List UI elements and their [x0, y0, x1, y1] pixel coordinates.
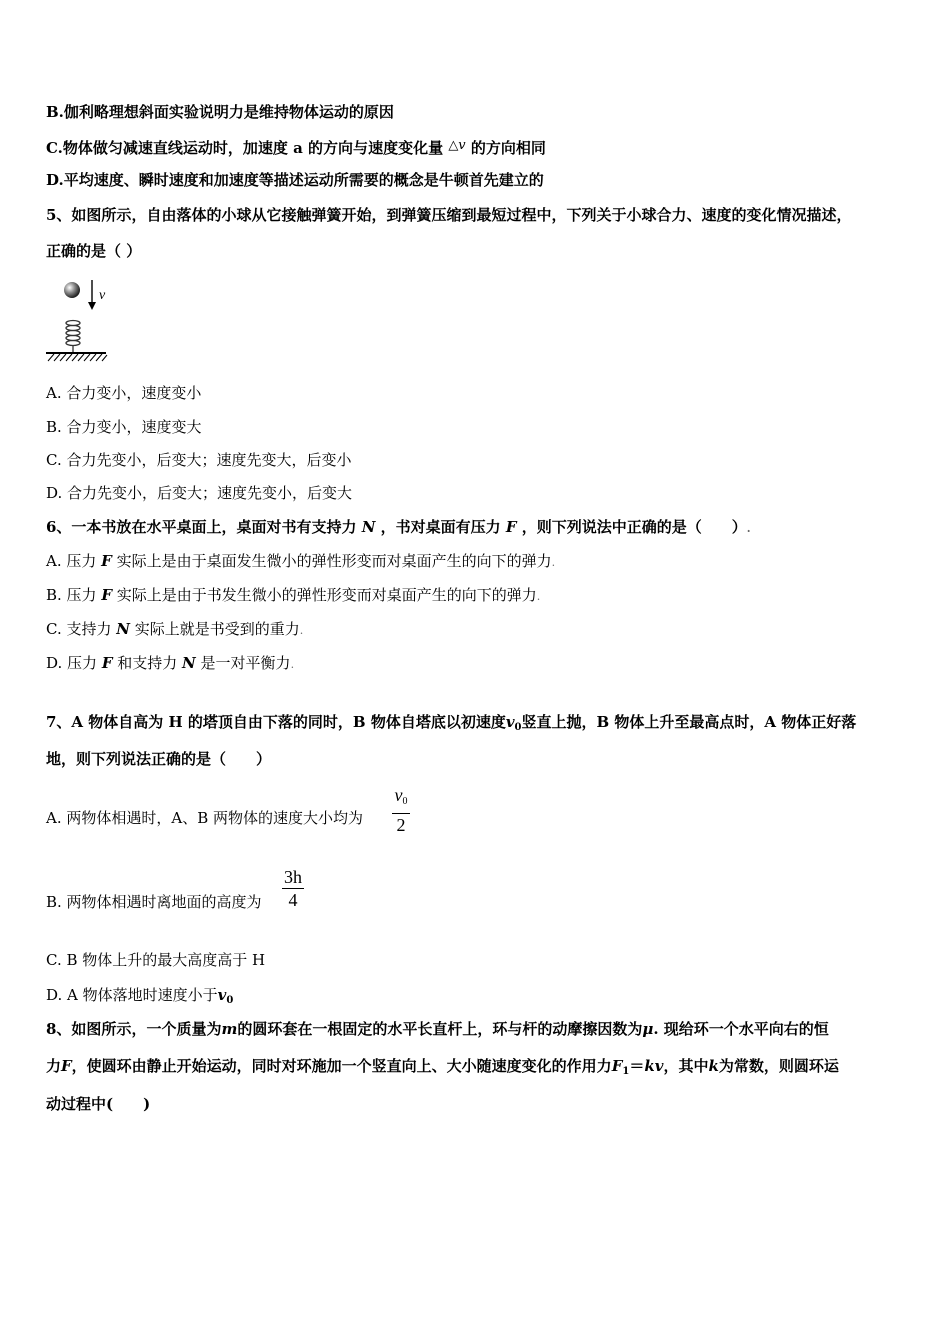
q6-option-a-text: 实际上是由于桌面发生微小的弹性形变而对桌面产生的向下的弹力 [116, 552, 552, 570]
fraction-v0-over-2 [392, 784, 410, 836]
q6-option-b-prefix: B. 压力 [46, 586, 97, 604]
fraction-numerator: 3h [284, 867, 302, 887]
q5-option-a: A. 合力变小，速度变小 [46, 384, 202, 402]
q4-option-c [46, 136, 546, 158]
symbol-f1: F [611, 1057, 623, 1075]
q6-stem-part3: ，则下列说法中正确的是（ ） [521, 518, 747, 536]
symbol-f: F [101, 654, 113, 672]
symbol-m: m [221, 1020, 238, 1038]
q6-option-b-text: 实际上是由于书发生微小的弹性形变而对桌面产生的向下的弹力 [116, 586, 537, 604]
symbol-kv: kv [644, 1057, 664, 1075]
symbol-n: N [116, 620, 130, 638]
delta-v-symbol: △v [448, 138, 466, 153]
fraction-3h-over-4 [282, 866, 304, 911]
q8-part2: 的圆环套在一根固定的水平长直杆上，环与杆的动摩擦因数为 [237, 1020, 643, 1038]
q8-stem-line2 [46, 1056, 839, 1082]
q6-option-d: D. 压力 F 和支持力 N 是一对平衡力. [46, 654, 295, 672]
q6-stem-part2: ，书对桌面有压力 [380, 518, 501, 536]
q7-stem-part1: 7、A 物体自高为 H 的塔顶自由下落的同时，B 物体自塔底以初速度 [46, 713, 506, 731]
q4-option-c-tail: 的方向相同 [470, 139, 546, 157]
q8-part5: ，使圆环由静止开始运动，同时对环施加一个竖直向上、大小随速度变化的作用力 [71, 1057, 612, 1075]
q7-stem-line2: 地，则下列说法正确的是（ ） [46, 750, 272, 768]
q5-stem-line1: 5、如图所示，自由落体的小球从它接触弹簧开始，到弹簧压缩到最短过程中，下列关于小球合力、速度的变化情况描述， [46, 206, 852, 224]
symbol-f: F [61, 1057, 72, 1075]
q5-option-b: B. 合力变小，速度变大 [46, 418, 202, 436]
spring-icon [66, 321, 80, 354]
q6-option-d-mid: 和支持力 [117, 654, 178, 672]
q8-part1: 8、如图所示，一个质量为 [46, 1020, 222, 1038]
q5-option-c: C. 合力先变小，后变大；速度先变大，后变小 [46, 451, 352, 469]
symbol-n: N [361, 518, 376, 536]
symbol-v: v [505, 713, 515, 731]
q6-option-b: B. 压力 F 实际上是由于书发生微小的弹性形变而对桌面产生的向下的弹力. [46, 586, 541, 604]
q7-option-d-text: D. A 物体落地时速度小于 [46, 986, 218, 1004]
q7-option-b-text: B. 两物体相遇时离地面的高度为 [46, 893, 262, 911]
symbol-f: F [101, 586, 112, 604]
q6-option-c: C. 支持力 N 实际上就是书受到的重力. [46, 620, 304, 638]
symbol-f: F [505, 518, 517, 536]
q8-part4: 力 [46, 1057, 62, 1075]
q7-option-c: C. B 物体上升的最大高度高于 H [46, 951, 266, 969]
symbol-n: N [182, 654, 196, 672]
fraction-denominator: 2 [396, 815, 406, 835]
symbol-mu: μ [642, 1020, 654, 1038]
q6-option-d-text: 是一对平衡力 [200, 654, 291, 672]
q7-option-b [46, 892, 262, 912]
q7-option-a-text: A. 两物体相遇时，A、B 两物体的速度大小均为 [46, 809, 363, 827]
symbol-v: v [217, 986, 227, 1004]
subscript-0: 0 [514, 722, 522, 733]
q4-option-b: B.伽利略理想斜面实验说明力是维持物体运动的原因 [46, 103, 394, 121]
q4-option-c-text: C.物体做匀减速直线运动时，加速度 a 的方向与速度变化量 [46, 139, 444, 157]
q8-stem-line1 [46, 1019, 829, 1039]
q6-option-d-prefix: D. 压力 [46, 654, 98, 672]
symbol-k: k [708, 1057, 719, 1075]
q6-option-a: A. 压力 F 实际上是由于桌面发生微小的弹性形变而对桌面产生的向下的弹力. [46, 552, 556, 570]
q6-option-c-text: 实际上就是书受到的重力 [134, 620, 300, 638]
ball-icon [64, 282, 80, 298]
q6-option-a-prefix: A. 压力 [46, 552, 97, 570]
q8-part7: 为常数，则圆环运 [718, 1057, 839, 1075]
q7-option-d [46, 985, 233, 1011]
subscript-0: 0 [226, 995, 234, 1006]
fraction-denominator: 4 [288, 890, 298, 910]
q8-stem-line3: 动过程中( ) [46, 1095, 151, 1113]
q6-option-c-prefix: C. 支持力 [46, 620, 112, 638]
q8-part6: ，其中 [663, 1057, 709, 1075]
q5-stem-line2: 正确的是（ ） [46, 242, 142, 260]
q8-part3: . 现给环一个水平向右的恒 [653, 1020, 829, 1038]
subscript-1: 1 [622, 1066, 630, 1077]
q6-stem-part1: 6、一本书放在水平桌面上，桌面对书有支持力 [46, 518, 357, 536]
q5-option-d: D. 合力先变小，后变大；速度先变小，后变大 [46, 484, 353, 502]
q7-option-a [46, 808, 363, 828]
equals-sign: ＝ [629, 1057, 645, 1075]
q7-stem-part2: 竖直上抛，B 物体上升至最高点时，A 物体正好落 [521, 713, 857, 731]
ground-icon [46, 353, 107, 361]
fraction-numerator: v [394, 785, 403, 805]
q4-option-d: D.平均速度、瞬时速度和加速度等描述运动所需要的概念是牛顿首先建立的 [46, 171, 544, 189]
q7-stem-line1 [46, 712, 856, 738]
q6-stem: 6、一本书放在水平桌面上，桌面对书有支持力 N ，书对桌面有压力 F ，则下列说法中正确的是（ ）. [46, 518, 751, 536]
ball-spring-figure [44, 278, 114, 366]
subscript-0: 0 [402, 796, 408, 807]
symbol-f: F [101, 552, 112, 570]
velocity-label: v [99, 288, 106, 303]
